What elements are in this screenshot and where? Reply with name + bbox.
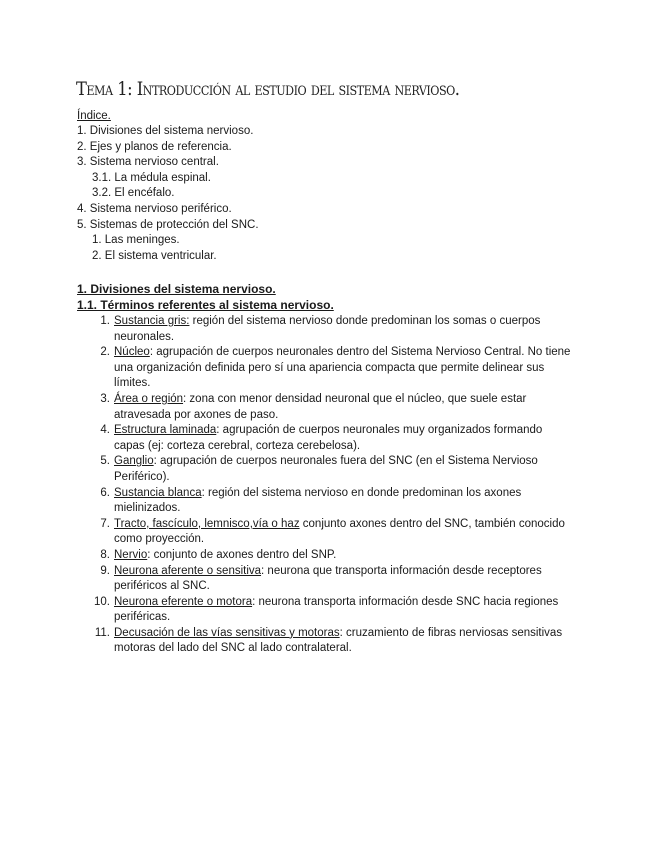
term-item <box>90 314 575 345</box>
index-item: 1. Divisiones del sistema nervioso. <box>77 125 254 137</box>
term-name: Neurona aferente o sensitiva <box>114 564 262 577</box>
term-definition: : conjunto de axones dentro del SNP. <box>147 548 337 561</box>
term-number: 4. <box>100 424 110 437</box>
term-name: Neurona eferente o motora <box>114 595 253 608</box>
term-name: Sustancia gris: <box>114 315 190 327</box>
term-item <box>90 486 575 517</box>
term-item <box>90 564 575 595</box>
term-number: 9. <box>100 564 110 577</box>
term-item <box>90 423 575 454</box>
term-name: Área o región <box>114 392 184 405</box>
term-definition: : neurona transporta información desde SNC hacia regiones periféricas. <box>114 595 559 624</box>
index-subitem: 3.1. La médula espinal. <box>92 171 211 184</box>
subsection-heading: 1.1. Términos referentes al sistema nervioso. <box>77 298 334 312</box>
term-definition: : región del sistema nervioso en donde predominan los axones mielinizados. <box>114 486 522 515</box>
term-item <box>90 454 575 485</box>
term-definition: : agrupación de cuerpos neuronales muy organizados formando capas (ej: corteza cerebral, corteza cerebelosa). <box>114 424 543 452</box>
term-number: 2. <box>100 346 110 359</box>
term-name: Sustancia blanca <box>114 486 202 499</box>
index-subitem: 3.2. El encéfalo. <box>92 187 175 200</box>
term-definition: : zona con menor densidad neuronal que el núcleo, que suele estar atravesada por axones de paso. <box>114 392 527 421</box>
index-subitem: 2. El sistema ventricular. <box>92 249 217 262</box>
term-number: 8. <box>100 548 110 561</box>
term-number: 5. <box>100 455 110 468</box>
terms-list <box>90 314 575 657</box>
term-item <box>90 626 575 657</box>
index-subitem: 1. Las meninges. <box>92 234 180 247</box>
index-item: 3. Sistema nervioso central. <box>77 156 219 169</box>
term-item <box>90 595 575 626</box>
term-name: Nervio <box>114 548 148 561</box>
term-definition: conjunto axones dentro del SNC, también conocido como proyección. <box>114 517 565 546</box>
term-name: Núcleo <box>114 346 150 359</box>
term-number: 7. <box>100 517 110 530</box>
term-item <box>90 345 575 392</box>
index-item: 5. Sistemas de protección del SNC. <box>77 218 259 231</box>
term-name: Ganglio <box>114 455 154 468</box>
index-heading: Índice. <box>77 110 111 122</box>
term-number: 11. <box>94 626 110 639</box>
term-item <box>90 392 575 423</box>
term-number: 3. <box>100 392 110 405</box>
term-name: Decusación de las vías sensitivas y motoras <box>114 626 340 639</box>
term-definition: : cruzamiento de fibras nerviosas sensitivas motoras del lado del SNC al lado contralateral. <box>114 626 563 655</box>
term-definition: : agrupación de cuerpos neuronales fuera del SNC (en el Sistema Nervioso Periférico). <box>114 455 538 483</box>
term-definition: : neurona que transporta información desde receptores periféricos al SNC. <box>114 564 542 593</box>
term-item <box>90 548 575 564</box>
term-definition: región del sistema nervioso donde predominan los somas o cuerpos neuronales. <box>114 315 541 343</box>
term-name: Estructura laminada <box>114 424 217 437</box>
term-definition: : agrupación de cuerpos neuronales dentro del Sistema Nervioso Central. No tiene una organización definida pero sí una apariencia compacta que permite delinear sus límites. <box>114 346 571 390</box>
term-number: 10. <box>94 595 110 608</box>
index-list <box>77 124 259 264</box>
document-title: Tema 1: Introducción al estudio del sistema nervioso. <box>76 78 460 100</box>
term-name: Tracto, fascículo, lemnisco,vía o haz <box>114 517 300 530</box>
term-number: 6. <box>100 486 110 499</box>
term-number: 1. <box>100 315 110 327</box>
index-item: 4. Sistema nervioso periférico. <box>77 202 232 215</box>
term-item <box>90 517 575 548</box>
index-item: 2. Ejes y planos de referencia. <box>77 140 232 153</box>
section-heading: 1. Divisiones del sistema nervioso. <box>77 282 276 296</box>
